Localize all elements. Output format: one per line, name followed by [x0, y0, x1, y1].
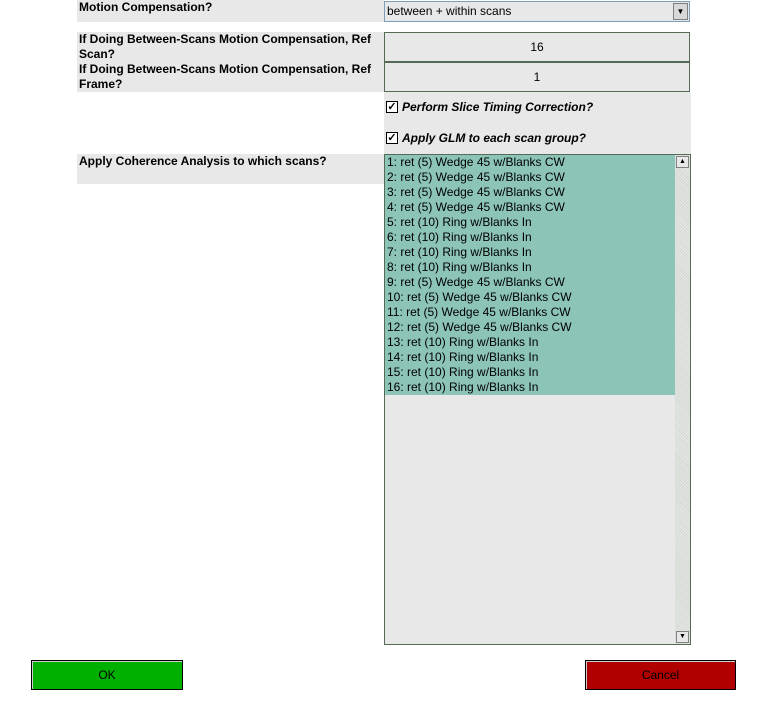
list-item[interactable]: 3: ret (5) Wedge 45 w/Blanks CW	[385, 185, 675, 200]
list-item[interactable]: 14: ret (10) Ring w/Blanks In	[385, 350, 675, 365]
ref-frame-label: If Doing Between-Scans Motion Compensation, Ref Frame?	[77, 62, 384, 92]
list-item[interactable]: 16: ret (10) Ring w/Blanks In	[385, 380, 675, 395]
list-item[interactable]: 11: ret (5) Wedge 45 w/Blanks CW	[385, 305, 675, 320]
glm-checkbox[interactable]	[386, 132, 398, 144]
list-item[interactable]: 15: ret (10) Ring w/Blanks In	[385, 365, 675, 380]
list-item[interactable]: 9: ret (5) Wedge 45 w/Blanks CW	[385, 275, 675, 290]
arrow-down-icon[interactable]: ▼	[676, 631, 689, 643]
list-item[interactable]: 7: ret (10) Ring w/Blanks In	[385, 245, 675, 260]
arrow-up-icon[interactable]: ▲	[676, 156, 689, 168]
list-item[interactable]: 5: ret (10) Ring w/Blanks In	[385, 215, 675, 230]
check-icon: ✓	[387, 132, 397, 144]
cancel-button[interactable]: Cancel	[585, 660, 736, 690]
check-icon: ✓	[387, 101, 397, 113]
coherence-label: Apply Coherence Analysis to which scans?	[77, 154, 384, 184]
list-item[interactable]: 12: ret (5) Wedge 45 w/Blanks CW	[385, 320, 675, 335]
list-item[interactable]: 1: ret (5) Wedge 45 w/Blanks CW	[385, 155, 675, 170]
list-scrollbar[interactable]	[675, 155, 690, 644]
motion-compensation-dropdown[interactable]	[384, 1, 690, 22]
list-item[interactable]: 8: ret (10) Ring w/Blanks In	[385, 260, 675, 275]
ref-frame-field[interactable]: 1	[384, 62, 690, 92]
chevron-down-icon[interactable]: ▼	[673, 3, 688, 20]
ref-scan-field[interactable]: 16	[384, 32, 690, 62]
list-item[interactable]: 2: ret (5) Wedge 45 w/Blanks CW	[385, 170, 675, 185]
list-item[interactable]: 6: ret (10) Ring w/Blanks In	[385, 230, 675, 245]
motion-compensation-value: between + within scans	[387, 4, 512, 18]
slice-timing-label[interactable]: Perform Slice Timing Correction?	[402, 100, 594, 114]
list-item[interactable]: 13: ret (10) Ring w/Blanks In	[385, 335, 675, 350]
ok-button[interactable]: OK	[31, 660, 183, 690]
list-item[interactable]: 4: ret (5) Wedge 45 w/Blanks CW	[385, 200, 675, 215]
slice-timing-checkbox[interactable]	[386, 101, 398, 113]
ref-scan-label: If Doing Between-Scans Motion Compensation, Ref Scan?	[77, 32, 384, 62]
coherence-scan-items	[385, 155, 675, 395]
glm-label[interactable]: Apply GLM to each scan group?	[402, 131, 587, 145]
list-item[interactable]: 10: ret (5) Wedge 45 w/Blanks CW	[385, 290, 675, 305]
motion-compensation-label: Motion Compensation?	[77, 0, 384, 22]
